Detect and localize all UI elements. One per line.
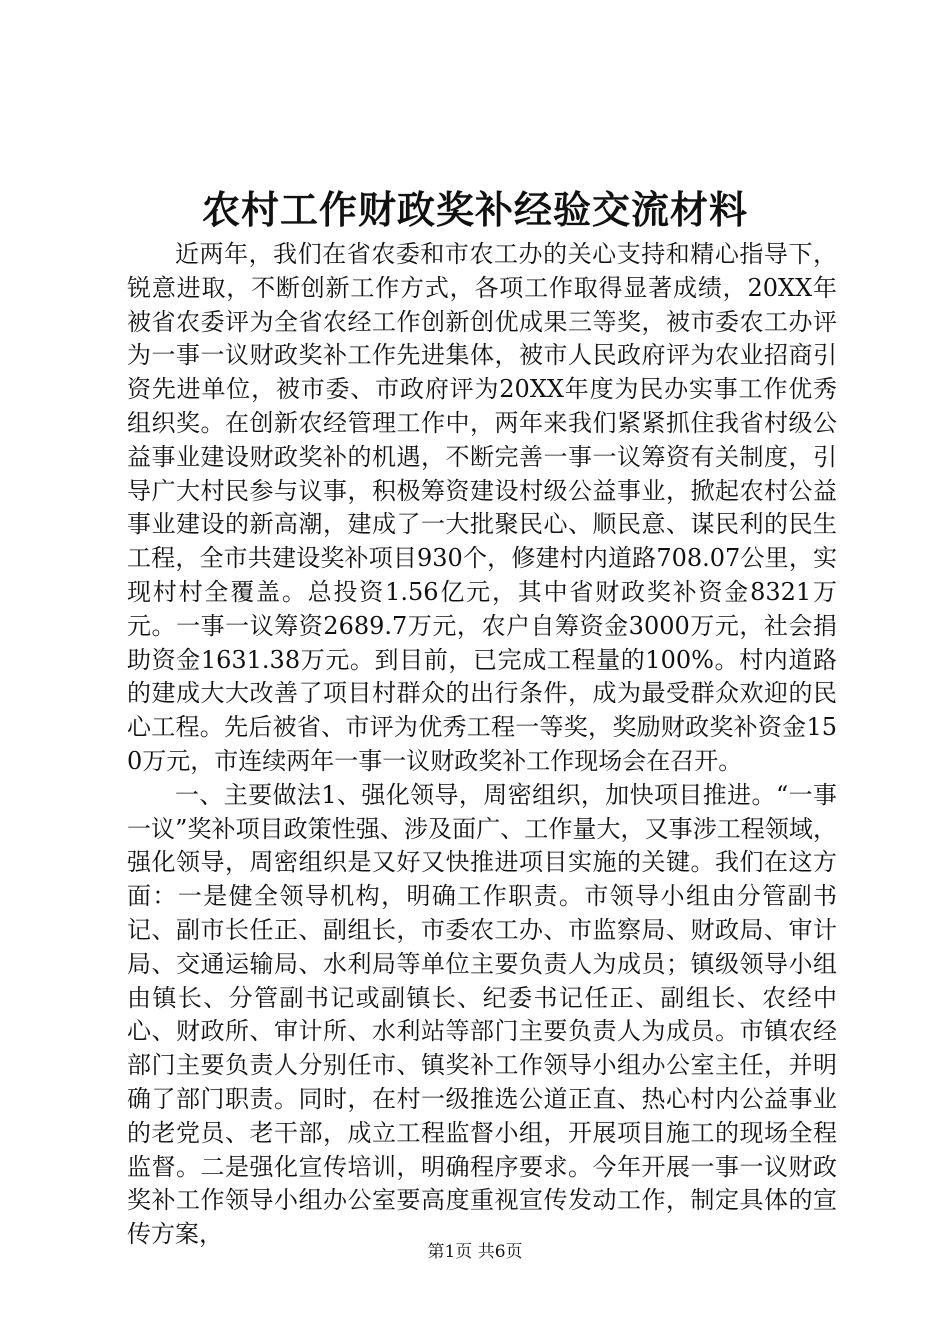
paragraph-main-practices: 一、主要做法1、强化领导，周密组织，加快项目推进。“一事一议”奖补项目政策性强、涉及面广、工作量大，又事涉工程领域，强化领导，周密组织是又好又快推进项目实施的关键。我们在这方面：一是健全领导机构，明确工作职责。市领导小组由分管副书记、副市长任正、副组长，市委农工办、市监察局、财政局、审计局、交通运输局、水利局等单位主要负责人为成员；镇级领导小组由镇长、分管副书记或副镇长、纪委书记任正、副组长、农经中心、财政所、审计所、水利站等部门主要负责人为成员。市镇农经部门主要负责人分别任市、镇奖补工作领导小组办公室主任，并明确了部门职责。同时，在村一级推选公道正直、热心村内公益事业的老党员、老干部，成立工程监督小组，开展项目施工的现场全程监督。二是强化宣传培训，明确程序要求。今年开展一事一议财政奖补工作领导小组办公室要高度重视宣传发动工作，制定具体的宣传方案， (127, 780, 837, 1249)
document-title: 农村工作财政奖补经验交流材料 (201, 187, 748, 232)
document-body (127, 238, 837, 1252)
page-footer: 第1页 共6页 (427, 1242, 523, 1262)
paragraph-intro: 近两年，我们在省农委和市农工办的关心支持和精心指导下，锐意进取，不断创新工作方式，各项工作取得显著成绩，20XX年被省农委评为全省农经工作创新创优成果三等奖，被市委农工办评为一事一议财政奖补工作先进集体，被市人民政府评为农业招商引资先进单位，被市委、市政府评为20XX年度为民办实事工作优秀组织奖。在创新农经管理工作中，两年来我们紧紧抓住我省村级公益事业建设财政奖补的机遇，不断完善一事一议筹资有关制度，引导广大村民参与议事，积极筹资建设村级公益事业，掀起农村公益事业建设的新高潮，建成了一大批聚民心、顺民意、谋民利的民生工程，全市共建设奖补项目930个，修建村内道路708.07公里，实现村村全覆盖。总投资1.56亿元，其中省财政奖补资金8321万元。一事一议筹资2689.7万元，农户自筹资金3000万元，社会捐助资金1631.38万元。到目前，已完成工程量的100%。村内道路的建成大大改善了项目村群众的出行条件，成为最受群众欢迎的民心工程。先后被省、市评为优秀工程一等奖，奖励财政奖补资金150万元，市连续两年一事一议财政奖补工作现场会在召开。 (127, 240, 837, 775)
